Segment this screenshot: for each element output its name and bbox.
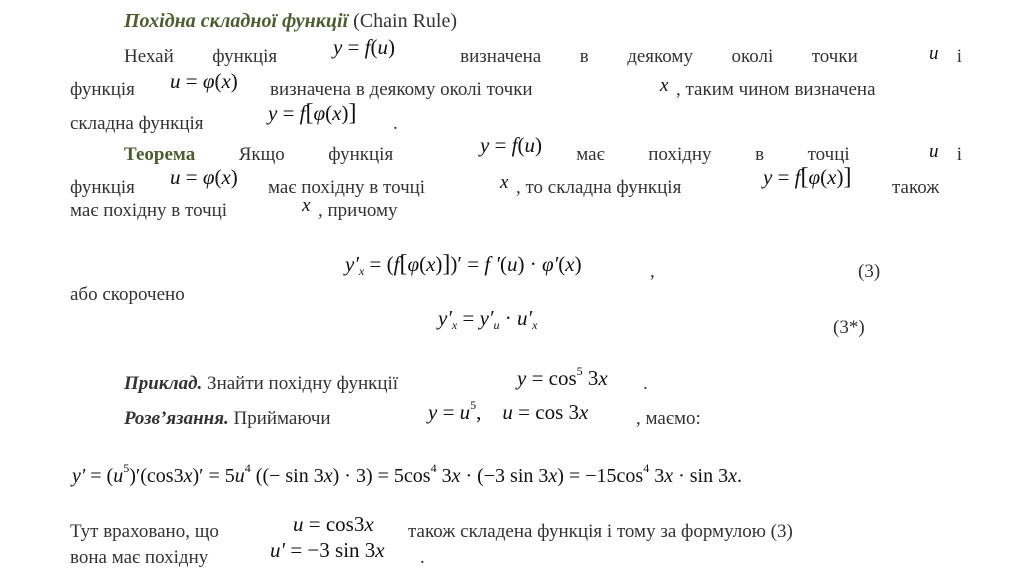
p1-word: деякому [627,46,693,67]
formula-u-cos3x: u = cos3x [293,512,374,536]
solution-end: , маємо: [636,408,701,429]
closing-line2-b: . [420,547,425,568]
formula-chain-rule: $y'_x = (f[\varphi(x)])' = f$ ′(u) · φ′(x) [345,251,582,278]
formula-substitution: $y = u^5$, u = cos 3x [428,398,589,424]
theorem-line2-c: , то складна функція [516,177,682,198]
theorem-line3-b: , причому [318,200,398,221]
short-text: або скорочено [70,284,185,305]
equation-number-3: (3) [858,261,881,282]
theorem-word: точці [807,144,850,165]
theorem-line2-a: функція [70,177,135,198]
formula-u-phi-x: u = φ(x) [170,69,238,93]
theorem-word: має [576,144,605,165]
formula-y-f-u-2: y = f(u) [480,133,543,157]
solution-label: Розв’язання. [124,408,229,429]
example-line [124,374,398,393]
p1-word: околі [731,46,774,67]
title-sub: (Chain Rule) [353,10,458,32]
theorem-label: Теорема [124,144,196,165]
theorem-line1 [124,145,962,164]
formula-chain-rule-short: $y'_x = y'_u \cdot u'_x$ [438,306,538,332]
p1-line2-c: , таким чином визначена [676,79,876,100]
formula-u-phi-x-2: u = φ(x) [170,165,238,189]
slide-title [124,11,457,31]
example-end: . [643,373,648,394]
formula-y-f-u: y = f(u) [333,35,396,59]
formula-x: x [660,75,669,96]
p1-word: в [579,46,589,67]
p1-word: функція [212,46,278,67]
p1-line2-a: функція [70,79,135,100]
formula-example-fn: $y = \cos^5 3x$ [517,364,608,390]
p1-line1 [124,47,962,66]
equation-number-3star: (3*) [833,317,865,338]
theorem-word: Якщо [238,144,285,165]
p1-word: визначена [460,46,542,67]
title-main: Похідна складної функції [124,10,349,32]
formula-x-3: x [302,195,311,216]
solution-line [124,409,331,428]
theorem-word: в [755,144,765,165]
theorem-word: похідну [648,144,712,165]
formula-y-f-phi-x: y = f[φ(x)] [268,100,357,126]
theorem-word: і [956,144,962,165]
closing-line2-a: вона має похідну [70,547,209,568]
theorem-line2-d: також [892,177,940,198]
theorem-line2-b: має похідну в точці [268,177,426,198]
formula-u: u [929,43,939,64]
closing-line1-a: Тут враховано, що [70,521,219,542]
p1-word: і [956,46,962,67]
example-label: Приклад. [124,373,203,394]
p1-line3-b: . [393,113,398,134]
formula-u-prime: u′ = −3 sin 3x [270,538,385,562]
p1-line3-a: складна функція [70,113,204,134]
p1-word: Нехай [124,46,174,67]
p1-word: точки [811,46,858,67]
solution-text: Приймаючи [233,408,331,429]
eq3-comma: , [650,261,655,282]
theorem-line3-a: має похідну в точці [70,200,228,221]
example-text: Знайти похідну функції [207,373,399,394]
formula-y-f-phi-x-2: y = f[φ(x)] [763,164,852,190]
formula-derivative: $y' = (u^5)'(\cos 3x)' = 5u^4$ ((− $\sin 3x) \cdot 3) = 5\cos^4$ 3x · (−3 $\sin 3x) = -15\cos^4$ 3x · sin 3x. [72,461,742,487]
theorem-word: функція [328,144,394,165]
closing-line1-b: також складена функція і тому за формулою (3) [408,521,793,542]
formula-u-2: u [929,141,939,162]
formula-x-2: x [500,172,509,193]
p1-line2-b: визначена в деякому околі точки [270,79,533,100]
